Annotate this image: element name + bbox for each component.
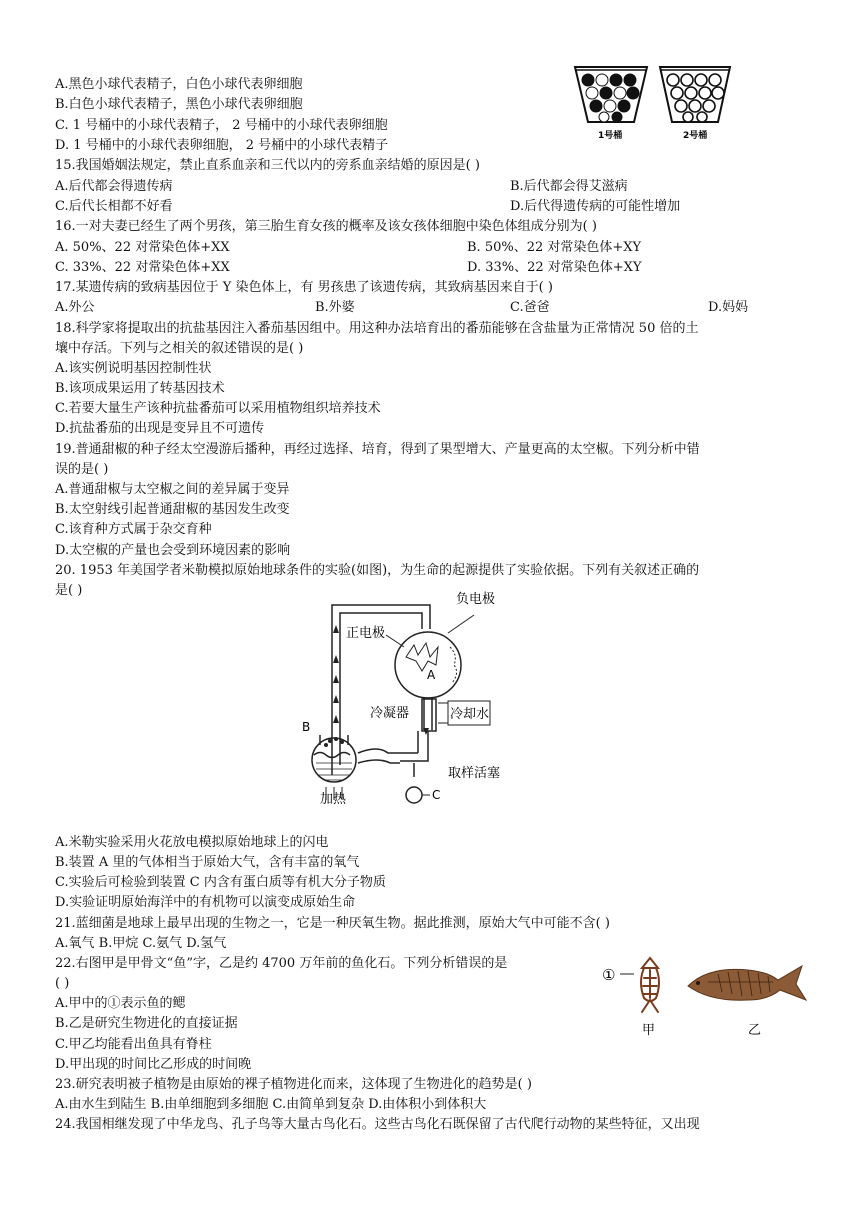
q17-option-a: A.外公	[55, 300, 95, 315]
label-yi: 乙	[748, 1023, 762, 1038]
bucket-2-label: 2号桶	[683, 131, 708, 141]
q17-option-c: C.爸爸	[510, 300, 550, 315]
q18-option-a: A.该实例说明基因控制性状	[55, 361, 212, 376]
bucket-2	[660, 67, 730, 122]
q18-stem-line2: 壤中存活。下列与之相关的叙述错误的是( )	[55, 341, 304, 356]
q20-option-b: B.装置 A 里的气体相当于原始大气，含有丰富的氧气	[55, 855, 360, 870]
q22-option-a: A.甲中的①表示鱼的鳃	[55, 996, 186, 1011]
q17-option-b: B.外婆	[315, 300, 355, 315]
miller-apparatus-figure	[298, 585, 508, 810]
positive-electrode-label: 正电极	[346, 626, 386, 641]
q23-options: A.由水生到陆生 B.由单细胞到多细胞 C.由简单到复杂 D.由体积小到体积大	[55, 1097, 487, 1112]
negative-electrode-label: 负电极	[456, 592, 496, 607]
q22-option-b: B.乙是研究生物进化的直接证据	[55, 1016, 238, 1031]
q15-option-c: C.后代长相都不好看	[55, 199, 173, 214]
q22-stem-line1: 22.右图甲是甲骨文“鱼”字，乙是约 4700 万年前的鱼化石。下列分析错误的是	[55, 956, 508, 971]
q16-option-a: A. 50%、22 对常染色体+XX	[55, 240, 230, 255]
q18-option-b: B.该项成果运用了转基因技术	[55, 381, 225, 396]
bucket-figure	[572, 62, 732, 144]
q23-stem: 23.研究表明被子植物是由原始的裸子植物进化而来，这体现了生物进化的趋势是( )	[55, 1077, 532, 1092]
q21-options: A.氧气 B.甲烷 C.氨气 D.氢气	[55, 936, 227, 951]
q20-option-a: A.米勒实验采用火花放电模拟原始地球上的闪电	[55, 835, 329, 850]
q14-option-a: A.黑色小球代表精子，白色小球代表卵细胞	[55, 77, 303, 92]
q16-stem: 16.一对夫妻已经生了两个男孩，第三胎生育女孩的概率及该女孩体细胞中染色体组成分别为( )	[55, 219, 597, 234]
q18-stem-line1: 18.科学家将提取出的抗盐基因注入番茄基因组中。用这种办法培育出的番茄能够在含盐量为正常情况 50 倍的土	[55, 321, 699, 336]
q19-stem-line1: 19.普通甜椒的种子经太空漫游后播种，再经过选择、培育，得到了果型增大、产量更高的太空椒。下列分析中错	[55, 442, 700, 457]
condenser-label: 冷凝器	[370, 706, 410, 721]
q18-option-d: D.抗盐番茄的出现是变异且不可遗传	[55, 421, 265, 436]
q15-option-a: A.后代都会得遗传病	[55, 179, 173, 194]
q20-stem-line2: 是( )	[55, 583, 83, 598]
q19-option-d: D.太空椒的产量也会受到环境因素的影响	[55, 543, 291, 558]
q17-option-d: D.妈妈	[708, 300, 749, 315]
q20-stem-line1: 20. 1953 年美国学者米勒模拟原始地球条件的实验(如图)，为生命的起源提供了实验依据。下列有关叙述正确的	[55, 563, 700, 578]
heating-label: 加热	[320, 792, 347, 807]
fish-figure	[598, 952, 813, 1042]
label-jia: 甲	[642, 1023, 656, 1038]
q20-option-c: C.实验后可检验到装置 C 内含有蛋白质等有机大分子物质	[55, 875, 386, 890]
q19-option-c: C.该育种方式属于杂交育种	[55, 522, 212, 537]
q22-option-d: D.甲出现的时间比乙形成的时间晚	[55, 1057, 252, 1072]
q21-stem: 21.蓝细菌是地球上最早出现的生物之一，它是一种厌氧生物。据此推测，原始大气中可能不含( )	[55, 916, 610, 931]
bucket-1	[575, 67, 647, 122]
q24-stem: 24.我国相继发现了中华龙鸟、孔子鸟等大量古鸟化石。这些古鸟化石既保留了古代爬行动物的某些特征，又出现	[55, 1117, 700, 1132]
bucket-1-label: 1号桶	[598, 131, 623, 141]
q14-option-c: C. 1 号桶中的小球代表精子， 2 号桶中的小球代表卵细胞	[55, 118, 388, 133]
q14-option-d: D. 1 号桶中的小球代表卵细胞， 2 号桶中的小球代表精子	[55, 138, 389, 153]
q14-option-b: B.白色小球代表精子，黑色小球代表卵细胞	[55, 97, 303, 112]
cooling-water-label: 冷却水	[450, 707, 490, 722]
q16-option-b: B. 50%、22 对常染色体+XY	[467, 240, 642, 255]
q18-option-c: C.若要大量生产该种抗盐番茄可以采用植物组织培养技术	[55, 401, 381, 416]
q22-stem-line2: ( )	[55, 976, 70, 991]
sampling-valve-label: 取样活塞	[448, 766, 501, 781]
fossil-fish	[688, 966, 806, 1000]
q22-option-c: C.甲乙均能看出鱼具有脊柱	[55, 1037, 212, 1052]
flask-b-label: B	[302, 720, 311, 734]
q16-option-d: D. 33%、22 对常染色体+XY	[467, 260, 642, 275]
q15-option-d: D.后代得遗传病的可能性增加	[510, 199, 681, 214]
flask-c-label: C	[432, 788, 441, 802]
flask-a-label: A	[427, 668, 436, 682]
q16-option-c: C. 33%、22 对常染色体+XX	[55, 260, 230, 275]
q17-stem: 17.某遗传病的致病基因位于 Y 染色体上，有 男孩患了该遗传病，其致病基因来自于( )	[55, 280, 553, 295]
q19-option-a: A.普通甜椒与太空椒之间的差异属于变异	[55, 482, 290, 497]
q19-stem-line2: 误的是( )	[55, 462, 109, 477]
q15-stem: 15.我国婚姻法规定，禁止直系血亲和三代以内的旁系血亲结婚的原因是( )	[55, 158, 480, 173]
q19-option-b: B.太空射线引起普通甜椒的基因发生改变	[55, 502, 290, 517]
q15-option-b: B.后代都会得艾滋病	[510, 179, 628, 194]
oracle-fish-glyph	[641, 958, 659, 1012]
circle-one-marker: ①	[602, 966, 616, 984]
q20-option-d: D.实验证明原始海洋中的有机物可以演变成原始生命	[55, 895, 356, 910]
